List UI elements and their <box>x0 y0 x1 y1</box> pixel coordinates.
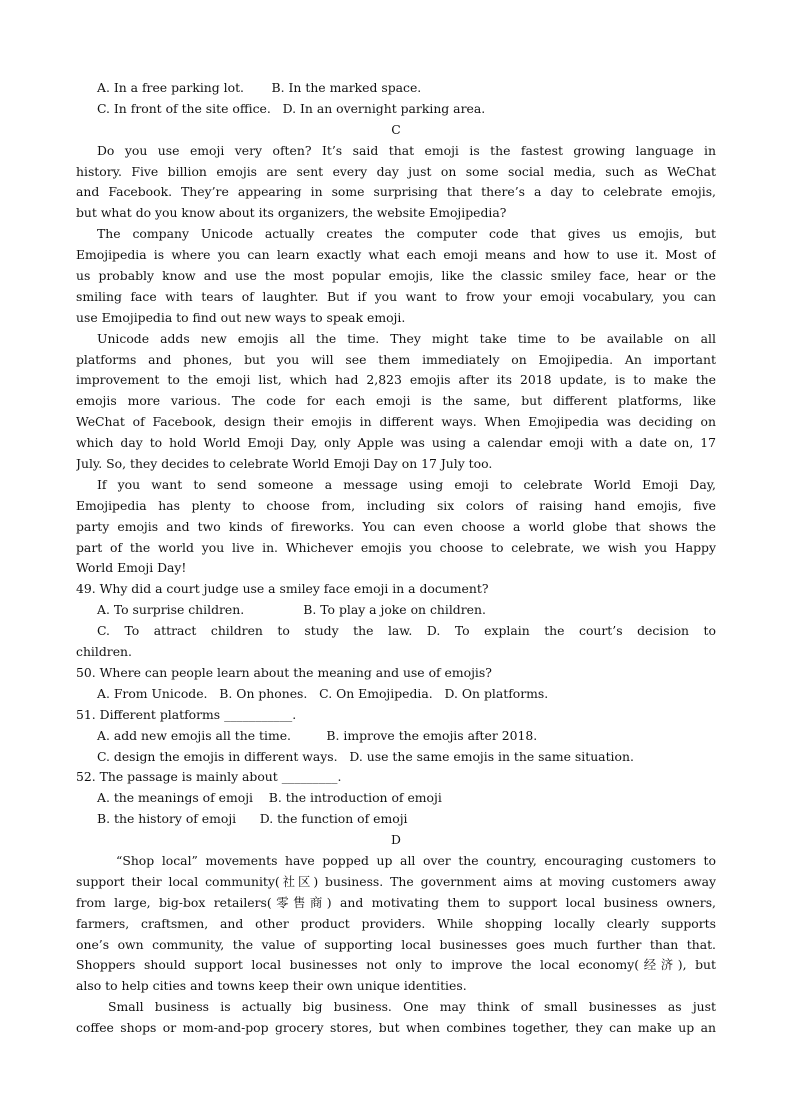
text-line: emojis more various. The code for each emoji is the same, but different platforms, like <box>76 393 716 409</box>
text-line: July. So, they decides to celebrate World Emoji Day on 17 July too. <box>76 456 493 472</box>
paragraph-c2 <box>76 224 716 328</box>
text-line: World Emoji Day! <box>76 560 187 576</box>
section-heading-c: C <box>391 121 401 137</box>
text-line: but what do you know about its organizers, the website Emojipedia? <box>76 205 507 221</box>
question-52 <box>76 767 716 830</box>
text-line: which day to hold World Emoji Day, only Apple was using a calendar emoji with a date on, 17 <box>76 435 716 451</box>
paragraph-c3 <box>76 329 716 475</box>
option-line: A. add new emojis all the time. B. improve the emojis after 2018. <box>97 727 538 743</box>
text-line: Shoppers should support local businesses not only to improve the local economy(经济), but <box>76 957 716 973</box>
option-line: C. To attract children to study the law. D. To explain the court’s decision to <box>97 623 716 639</box>
text-line: coffee shops or mom-and-pop grocery stores, but when combines together, they can make up an <box>76 1020 716 1036</box>
option-line: A. the meanings of emoji B. the introduction of emoji <box>97 790 442 806</box>
section-heading-d: D <box>391 832 401 848</box>
text-line: from large, big-box retailers(零售商) and motivating them to support local business owners, <box>76 894 716 910</box>
text-line: us probably know and use the most popular emojis, like the classic smiley face, hear or the <box>76 268 716 284</box>
question-stem: 49. Why did a court judge use a smiley face emoji in a document? <box>76 581 489 597</box>
text-line: “Shop local” movements have popped up all over the country, encouraging customers to <box>116 852 716 868</box>
option-line: B. the history of emoji D. the function of emoji <box>97 811 408 827</box>
question-51 <box>76 705 716 768</box>
text-line: Unicode adds new emojis all the time. They might take time to be available on all <box>97 330 716 346</box>
option-line: A. To surprise children. B. To play a joke on children. <box>97 602 486 618</box>
option-line: children. <box>76 644 132 660</box>
text-line: Emojipedia has plenty to choose from, including six colors of raising hand emojis, five <box>76 497 716 513</box>
text-line: Emojipedia is where you can learn exactly what each emoji means and how to use it. Most of <box>76 247 716 263</box>
option-line: C. design the emojis in different ways. D. use the same emojis in the same situation. <box>97 748 634 764</box>
text-line: WeChat of Facebook, design their emojis in different ways. When Emojipedia was deciding on <box>76 414 716 430</box>
option-line: C. In front of the site office. D. In an overnight parking area. <box>97 100 486 116</box>
text-line: smiling face with tears of laughter. But if you want to frow your emoji vocabulary, you can <box>76 288 716 304</box>
text-line: Small business is actually big business. One may think of small businesses as just <box>108 999 716 1015</box>
question-stem: 51. Different platforms ___________. <box>76 706 297 722</box>
option-line: A. From Unicode. B. On phones. C. On Emojipedia. D. On platforms. <box>97 685 549 701</box>
paragraph-c4 <box>76 475 716 579</box>
text-line: support their local community(社区) business. The government aims at moving customers away <box>76 873 716 889</box>
text-line: one’s own community, the value of supporting local businesses goes much further than that. <box>76 936 716 952</box>
text-line: The company Unicode actually creates the computer code that gives us emojis, but <box>97 226 716 242</box>
text-line: platforms and phones, but you will see them immediately on Emojipedia. An important <box>76 351 716 367</box>
question-49 <box>76 579 716 663</box>
text-line: Do you use emoji very often? It’s said that emoji is the fastest growing language in <box>97 142 716 158</box>
option-line: A. In a free parking lot. B. In the marked space. <box>97 80 422 95</box>
text-line: use Emojipedia to find out new ways to speak emoji. <box>76 309 406 325</box>
paragraph-c1 <box>76 141 716 225</box>
text-line: and Facebook. They’re appearing in some surprising that there’s a day to celebrate emojis, <box>76 184 716 200</box>
text-line: part of the world you live in. Whichever emojis you choose to celebrate, we wish you Happy <box>76 539 716 555</box>
question-stem: 52. The passage is mainly about _________. <box>76 769 342 785</box>
paragraph-d1 <box>76 851 716 997</box>
paragraph-d2 <box>76 997 716 1039</box>
text-line: farmers, craftsmen, and other product providers. While shopping locally clearly supports <box>76 915 716 931</box>
page-content <box>76 78 716 1039</box>
text-line: If you want to send someone a message using emoji to celebrate World Emoji Day, <box>97 476 716 492</box>
text-line: also to help cities and towns keep their own unique identities. <box>76 978 467 994</box>
question-stem: 50. Where can people learn about the meaning and use of emojis? <box>76 664 492 680</box>
text-line: history. Five billion emojis are sent every day just on some social media, such as WeChat <box>76 163 716 179</box>
question-50 <box>76 663 716 705</box>
text-line: improvement to the emoji list, which had 2,823 emojis after its 2018 update, is to make the <box>76 372 716 388</box>
text-line: party emojis and two kinds of fireworks. You can even choose a world globe that shows the <box>76 518 716 534</box>
